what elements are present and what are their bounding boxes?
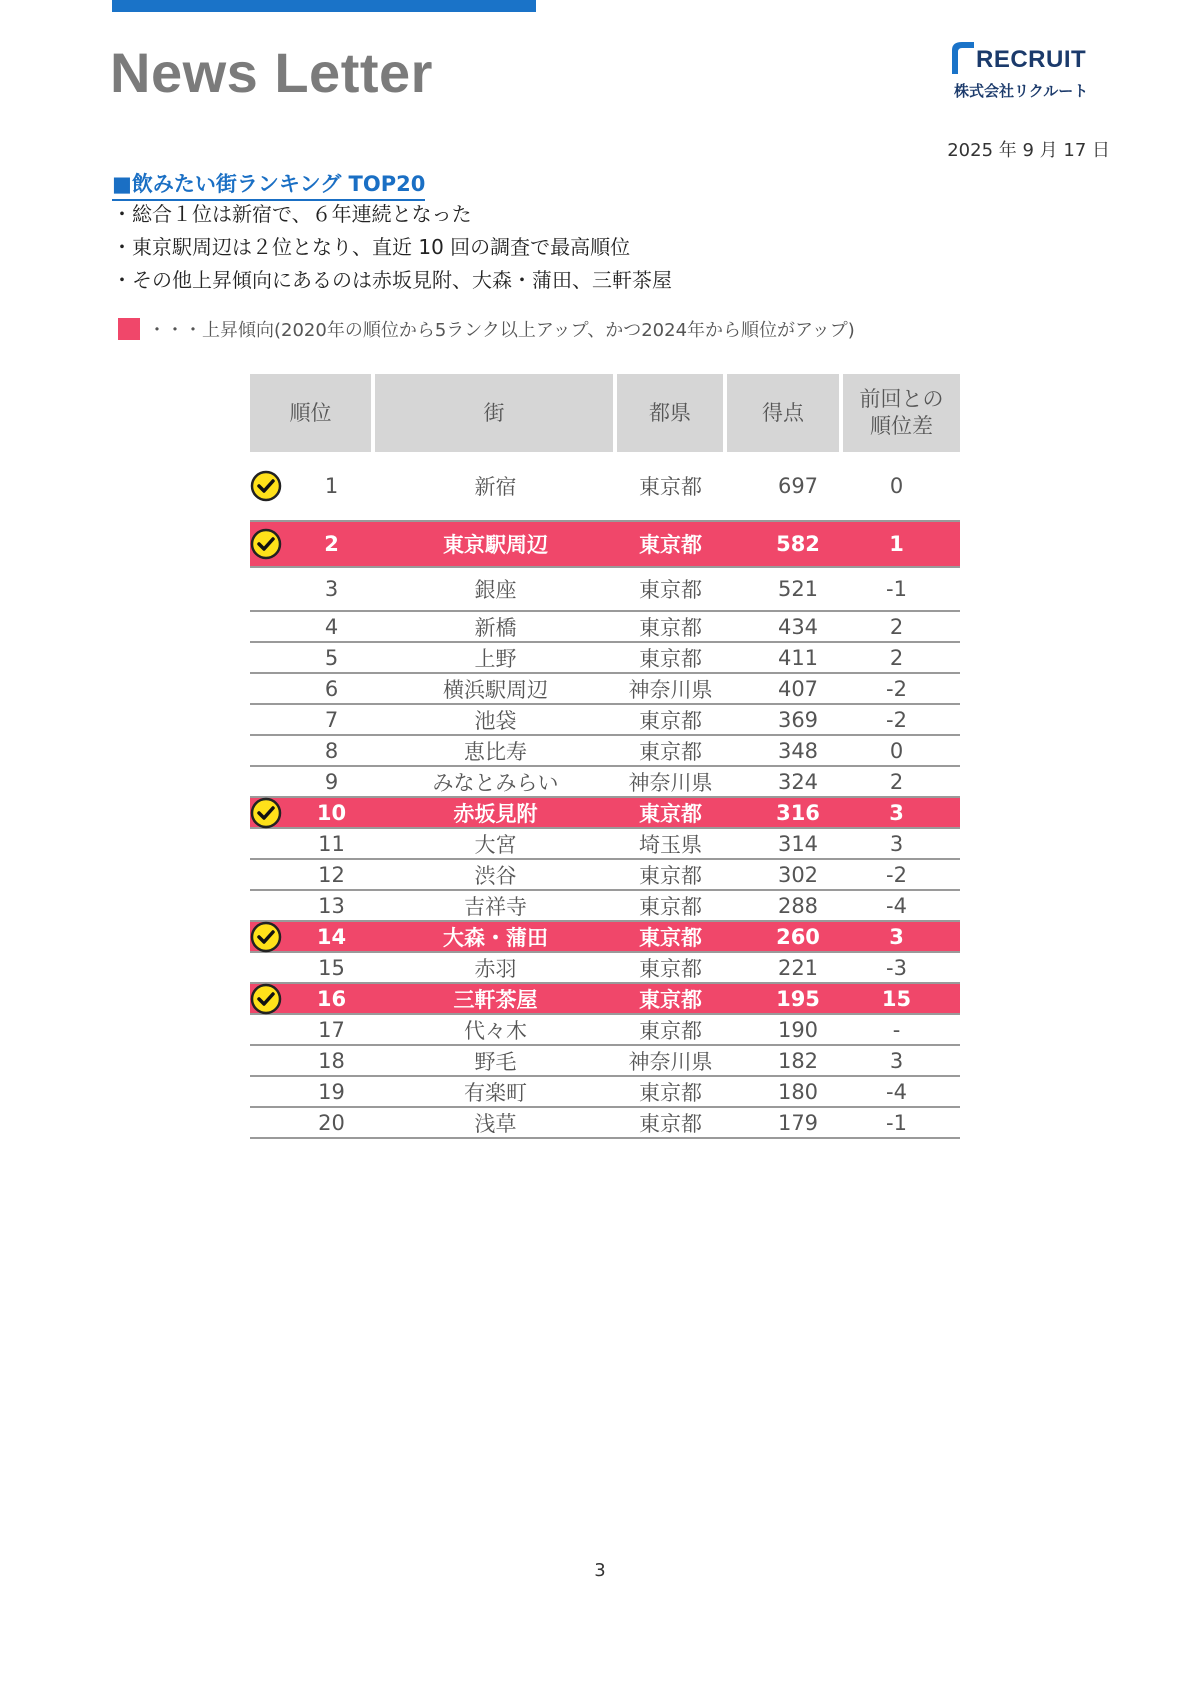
rank-cell: 5	[324, 645, 339, 670]
table-row	[250, 1108, 960, 1139]
table-row	[250, 643, 960, 674]
table-row	[250, 568, 960, 612]
score-cell: 288	[777, 893, 819, 918]
score-cell: 369	[777, 707, 819, 732]
rank-diff-cell: 2	[889, 769, 904, 794]
town-cell: 銀座	[474, 578, 517, 602]
score-cell: 179	[777, 1110, 819, 1135]
prefecture-cell: 東京都	[639, 739, 702, 764]
prefecture-cell: 東京都	[639, 956, 702, 981]
prefecture-cell: 東京都	[639, 987, 702, 1012]
table-row	[250, 705, 960, 736]
rank-cell: 11	[318, 831, 345, 856]
rank-cell: 20	[318, 1110, 345, 1135]
logo-company-name: 株式会社リクルート	[954, 82, 1089, 100]
score-cell: 221	[777, 955, 819, 980]
legend	[118, 316, 855, 342]
table-row	[250, 953, 960, 984]
rank-diff-cell: 2	[889, 645, 904, 670]
header-score: 得点	[727, 374, 839, 452]
score-cell: 697	[777, 474, 819, 498]
rank-cell: 19	[318, 1079, 345, 1104]
rank-cell: 18	[318, 1048, 345, 1073]
ranking-table	[250, 374, 960, 1139]
rank-diff-cell: -2	[886, 862, 907, 887]
rank-diff-cell: 3	[889, 924, 904, 949]
check-icon	[250, 797, 282, 829]
score-cell: 582	[776, 532, 820, 556]
header-prefecture: 都県	[617, 374, 723, 452]
prefecture-cell: 神奈川県	[628, 770, 713, 795]
score-cell: 180	[777, 1079, 819, 1104]
rank-cell: 9	[324, 769, 339, 794]
prefecture-cell: 東京都	[639, 578, 702, 602]
top-accent-bar	[112, 0, 536, 12]
rank-diff-cell: -4	[886, 893, 907, 918]
rank-cell: 14	[316, 924, 347, 949]
check-icon	[250, 921, 282, 953]
rank-cell: 6	[324, 676, 339, 701]
issue-date: 2025 年 9 月 17 日	[947, 140, 1110, 161]
table-row	[250, 767, 960, 798]
town-cell: 代々木	[464, 1018, 527, 1043]
town-cell: 池袋	[474, 708, 517, 733]
rank-cell: 13	[318, 893, 345, 918]
score-cell: 314	[777, 831, 819, 856]
logo-name: RECRUIT	[976, 46, 1087, 73]
score-cell: 407	[777, 676, 819, 701]
legend-text: ・・・上昇傾向(2020年の順位から5ランク以上アップ、かつ2024年から順位がアップ)	[148, 320, 855, 341]
town-cell: 野毛	[474, 1049, 517, 1074]
rank-cell: 16	[316, 986, 347, 1011]
header-town: 街	[375, 374, 613, 452]
town-cell: 横浜駅周辺	[443, 677, 548, 702]
town-cell: 大宮	[474, 832, 517, 857]
table-row	[250, 736, 960, 767]
score-cell: 190	[777, 1017, 819, 1042]
rank-diff-cell: -2	[886, 707, 907, 732]
table-header	[250, 374, 960, 452]
town-cell: 三軒茶屋	[453, 987, 538, 1012]
rank-cell: 17	[318, 1017, 345, 1042]
town-cell: 赤坂見附	[453, 801, 538, 826]
prefecture-cell: 東京都	[639, 1080, 702, 1105]
prefecture-cell: 東京都	[639, 863, 702, 888]
rank-diff-cell: -2	[886, 676, 907, 701]
score-cell: 302	[777, 862, 819, 887]
summary-bullets	[112, 198, 672, 297]
rank-diff-cell: 3	[889, 800, 904, 825]
rank-diff-cell: -	[892, 1017, 901, 1042]
score-cell: 411	[777, 645, 819, 670]
table-row	[250, 891, 960, 922]
score-cell: 348	[777, 738, 819, 763]
table-row	[250, 829, 960, 860]
recruit-logo-icon	[948, 40, 978, 74]
prefecture-cell: 東京都	[639, 475, 702, 499]
rank-cell: 10	[316, 800, 347, 825]
rank-diff-cell: 0	[889, 474, 904, 498]
prefecture-cell: 東京都	[639, 894, 702, 919]
prefecture-cell: 東京都	[639, 615, 702, 640]
check-icon	[250, 470, 282, 502]
rank-cell: 3	[324, 577, 339, 601]
header-rank-diff: 前回との 順位差	[843, 374, 960, 452]
rank-cell: 4	[324, 614, 339, 639]
rank-diff-cell: -1	[886, 577, 907, 601]
page-number: 3	[594, 1560, 606, 1581]
rank-cell: 1	[324, 474, 339, 498]
town-cell: 吉祥寺	[464, 894, 527, 919]
table-row	[250, 1077, 960, 1108]
table-row	[250, 452, 960, 522]
town-cell: 浅草	[474, 1111, 517, 1136]
rank-diff-cell: 1	[889, 532, 904, 556]
town-cell: 新宿	[474, 475, 517, 499]
town-cell: 恵比寿	[464, 739, 527, 764]
summary-bullet: ・総合１位は新宿で、６年連続となった	[112, 202, 472, 226]
town-cell: みなとみらい	[432, 770, 559, 795]
section-title: ■飲みたい街ランキング TOP20	[112, 168, 425, 201]
rank-cell: 7	[324, 707, 339, 732]
prefecture-cell: 神奈川県	[628, 677, 713, 702]
town-cell: 赤羽	[474, 956, 517, 981]
rank-cell: 12	[318, 862, 345, 887]
score-cell: 195	[776, 986, 820, 1011]
town-cell: 有楽町	[464, 1080, 527, 1105]
score-cell: 260	[776, 924, 820, 949]
prefecture-cell: 埼玉県	[639, 832, 702, 857]
check-icon	[250, 983, 282, 1015]
recruit-logo	[948, 40, 1108, 104]
header-rank: 順位	[250, 374, 371, 452]
legend-swatch	[118, 318, 140, 340]
town-cell: 上野	[474, 646, 517, 671]
town-cell: 東京駅周辺	[443, 533, 548, 557]
rank-diff-cell: 0	[889, 738, 904, 763]
score-cell: 182	[777, 1048, 819, 1073]
rank-diff-cell: -4	[886, 1079, 907, 1104]
prefecture-cell: 東京都	[639, 1111, 702, 1136]
table-row	[250, 1046, 960, 1077]
table-row	[250, 984, 960, 1015]
table-row	[250, 860, 960, 891]
table-row	[250, 798, 960, 829]
check-icon	[250, 528, 282, 560]
score-cell: 521	[777, 577, 819, 601]
town-cell: 新橋	[474, 615, 517, 640]
table-row	[250, 1015, 960, 1046]
rank-cell: 2	[324, 532, 339, 556]
rank-diff-cell: 15	[881, 986, 912, 1011]
prefecture-cell: 神奈川県	[628, 1049, 713, 1074]
prefecture-cell: 東京都	[639, 646, 702, 671]
table-row	[250, 612, 960, 643]
summary-bullet: ・その他上昇傾向にあるのは赤坂見附、大森・蒲田、三軒茶屋	[112, 268, 672, 292]
page-title: News Letter	[110, 41, 433, 104]
rank-cell: 15	[318, 955, 345, 980]
prefecture-cell: 東京都	[639, 925, 702, 950]
summary-bullet: ・東京駅周辺は２位となり、直近 10 回の調査で最高順位	[112, 235, 631, 259]
prefecture-cell: 東京都	[639, 1018, 702, 1043]
table-body	[250, 452, 960, 1139]
table-row	[250, 674, 960, 705]
table-row	[250, 522, 960, 568]
town-cell: 大森・蒲田	[443, 925, 548, 950]
rank-diff-cell: -1	[886, 1110, 907, 1135]
prefecture-cell: 東京都	[639, 533, 702, 557]
prefecture-cell: 東京都	[639, 708, 702, 733]
score-cell: 434	[777, 614, 819, 639]
score-cell: 324	[777, 769, 819, 794]
town-cell: 渋谷	[474, 863, 517, 888]
rank-cell: 8	[324, 738, 339, 763]
rank-diff-cell: 2	[889, 614, 904, 639]
table-row	[250, 922, 960, 953]
score-cell: 316	[776, 800, 820, 825]
prefecture-cell: 東京都	[639, 801, 702, 826]
rank-diff-cell: 3	[889, 1048, 904, 1073]
rank-diff-cell: -3	[886, 955, 907, 980]
rank-diff-cell: 3	[889, 831, 904, 856]
